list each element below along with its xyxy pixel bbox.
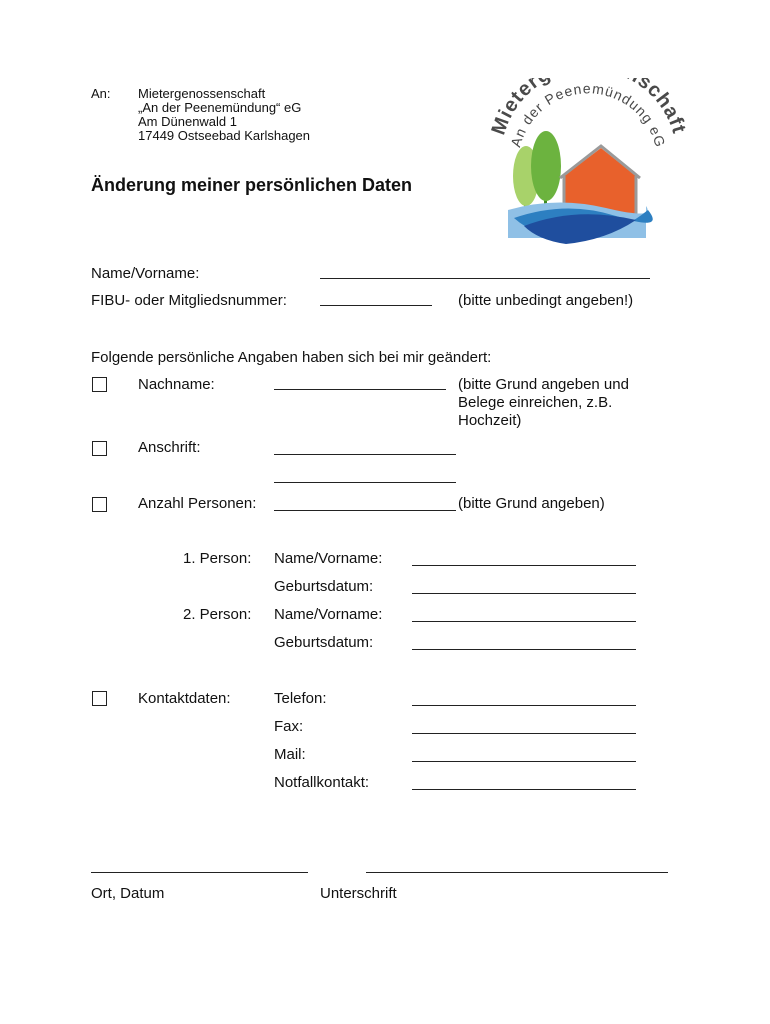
person-1-name-input-line[interactable] [412, 565, 636, 566]
member-number-label: FIBU- oder Mitgliedsnummer: [91, 292, 287, 309]
nachname-checkbox[interactable] [92, 377, 107, 392]
page-title: Änderung meiner persönlichen Daten [91, 175, 413, 195]
name-input-line[interactable] [320, 278, 650, 279]
mail-input-line[interactable] [412, 761, 636, 762]
fax-label: Fax: [274, 718, 304, 735]
address-line-3: Am Dünenwald 1 [138, 114, 237, 129]
notfallkontakt-input-line[interactable] [412, 789, 636, 790]
anschrift-checkbox[interactable] [92, 441, 107, 456]
personen-note: (bitte Grund angeben) [458, 495, 605, 512]
personen-input-line[interactable] [274, 510, 456, 511]
person-1-birth-label: Geburtsdatum: [274, 578, 374, 595]
signature-label: Unterschrift [320, 885, 397, 902]
person-1-label: 1. Person: [183, 550, 252, 567]
tree-dark-icon [531, 131, 561, 201]
nachname-note-2: Belege einreichen, z.B. [458, 394, 613, 411]
personen-checkbox[interactable] [92, 497, 107, 512]
logo-arc-text-inner: An der Peenemündung eG [507, 80, 669, 150]
place-date-label: Ort, Datum [91, 885, 165, 902]
address-line-4: 17449 Ostseebad Karlshagen [138, 128, 311, 143]
changes-intro: Folgende persönliche Angaben haben sich bei mir geändert: [91, 349, 492, 366]
address-line-2: „An der Peenemündung“ eG [138, 100, 302, 115]
nachname-input-line[interactable] [274, 389, 446, 390]
person-2-birth-label: Geburtsdatum: [274, 634, 374, 651]
cooperative-logo [486, 78, 686, 258]
member-number-input-line[interactable] [320, 305, 432, 306]
personen-label: Anzahl Personen: [138, 495, 257, 512]
person-2-birth-input-line[interactable] [412, 649, 636, 650]
place-date-input-line[interactable] [91, 872, 308, 873]
member-number-note: (bitte unbedingt angeben!) [458, 292, 634, 309]
person-2-name-input-line[interactable] [412, 621, 636, 622]
telefon-input-line[interactable] [412, 705, 636, 706]
kontakt-label: Kontaktdaten: [138, 690, 231, 707]
person-2-label: 2. Person: [183, 606, 252, 623]
nachname-label: Nachname: [138, 376, 215, 393]
address-line-1: Mietergenossenschaft [138, 86, 266, 101]
person-1-name-label: Name/Vorname: [274, 550, 383, 567]
person-2-name-label: Name/Vorname: [274, 606, 383, 623]
nachname-note-1: (bitte Grund angeben und [458, 376, 629, 393]
fax-input-line[interactable] [412, 733, 636, 734]
kontakt-checkbox[interactable] [92, 691, 107, 706]
anschrift-input-line-1[interactable] [274, 454, 456, 455]
anschrift-input-line-2[interactable] [274, 482, 456, 483]
telefon-label: Telefon: [274, 690, 327, 707]
anschrift-label: Anschrift: [138, 439, 201, 456]
mail-label: Mail: [274, 746, 306, 763]
person-1-birth-input-line[interactable] [412, 593, 636, 594]
notfallkontakt-label: Notfallkontakt: [274, 774, 370, 791]
logo-arc-text-outer: Mieter schaf [487, 78, 686, 138]
nachname-note-3: Hochzeit) [458, 412, 522, 429]
logo-graphic [486, 78, 686, 258]
address-prefix: An: [91, 86, 111, 101]
name-label: Name/Vorname: [91, 265, 200, 282]
signature-input-line[interactable] [366, 872, 668, 873]
